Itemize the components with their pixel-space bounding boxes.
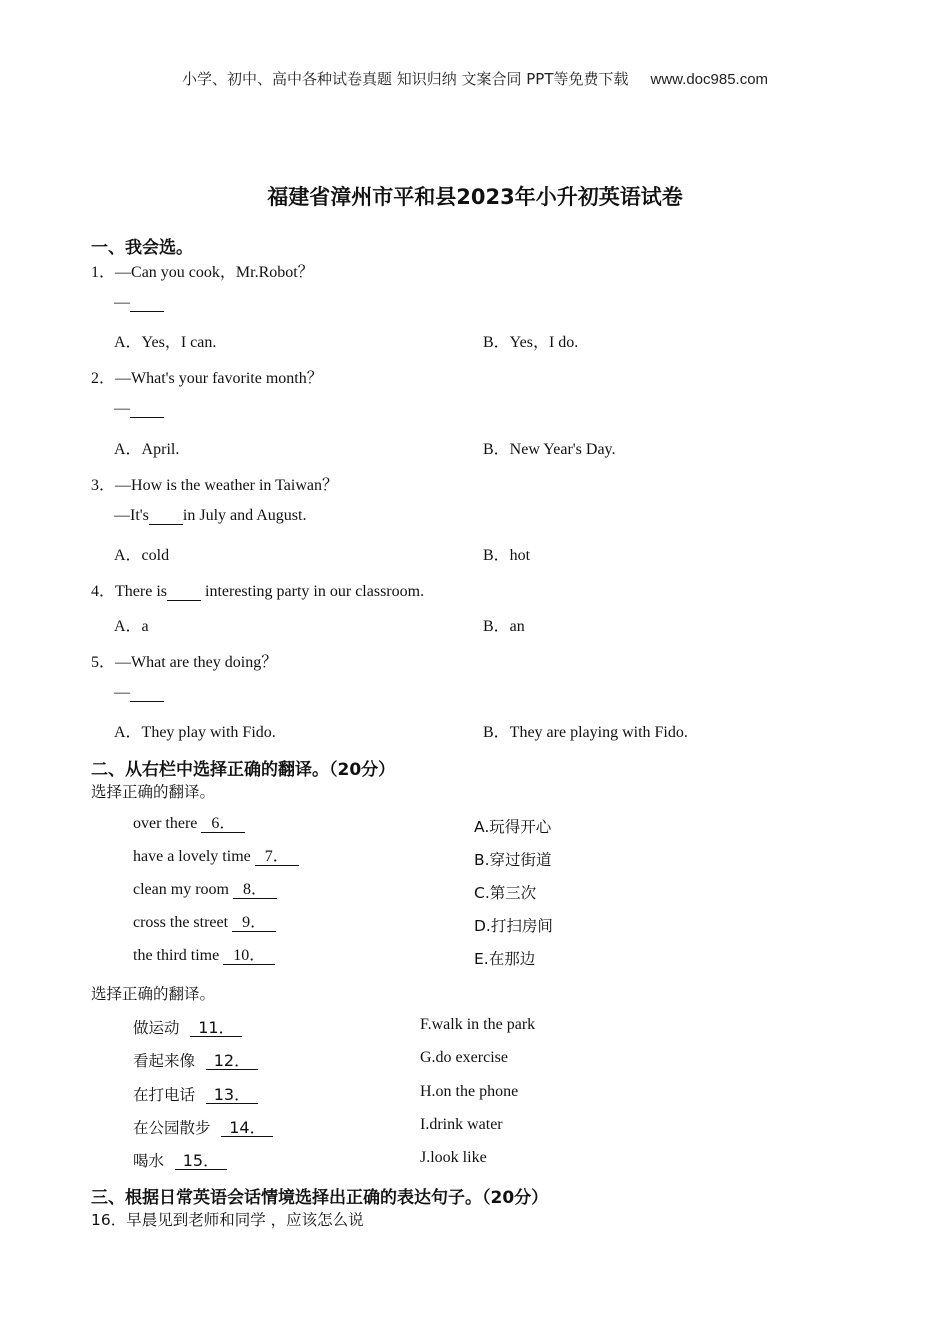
match-blank: 15．: [175, 1152, 227, 1170]
option-3b: B．hot: [483, 547, 531, 564]
match-blank: 13．: [206, 1086, 258, 1104]
question-text: —How is the weather in Taiwan？: [115, 477, 338, 494]
question-5-reply: [114, 684, 164, 702]
match-row-13: [133, 1083, 258, 1105]
answer-blank: [130, 294, 164, 312]
question-num: 1．: [91, 264, 116, 281]
answer-blank: [130, 400, 164, 418]
reply-dash: —: [114, 400, 130, 417]
match-row-9: [133, 914, 276, 932]
question-text-pre: There is: [115, 583, 167, 600]
question-text: —What are they doing？: [115, 654, 278, 671]
match-phrase: have a lovely time: [133, 848, 255, 865]
match-option-f: F.walk in the park: [420, 1016, 536, 1033]
question-text: —Can you cook，Mr.Robot？: [115, 264, 314, 281]
match-blank: 11．: [190, 1019, 242, 1037]
option-4a: A．a: [114, 618, 149, 635]
match-option-c: C.第三次: [474, 884, 537, 902]
page-header: [0, 68, 950, 89]
match-option-h: H.on the phone: [420, 1083, 519, 1100]
question-2-reply: [114, 400, 164, 418]
option-1a: A．Yes，I can.: [114, 334, 217, 351]
answer-blank: [167, 583, 201, 601]
question-text-post: interesting party in our classroom.: [201, 583, 425, 600]
section2-sub2: 选择正确的翻译。: [91, 985, 216, 1003]
question-num: 4．: [91, 583, 116, 600]
question-num: 5．: [91, 654, 116, 671]
question-3-reply: [114, 507, 306, 525]
header-text: 小学、初中、高中各种试卷真题 知识归纳 文案合同 PPT等免费下载: [181, 70, 629, 88]
match-row-14: [133, 1116, 273, 1138]
page-title: 福建省漳州市平和县2023年小升初英语试卷: [267, 185, 683, 209]
match-phrase: 在打电话: [133, 1086, 200, 1104]
match-option-d: D.打扫房间: [474, 917, 553, 935]
match-option-a: A.玩得开心: [474, 818, 552, 836]
match-row-11: [133, 1016, 242, 1038]
option-1b: B．Yes，I do.: [483, 334, 579, 351]
match-row-6: [133, 815, 245, 833]
reply-dash: —: [114, 684, 130, 701]
match-phrase: 做运动: [133, 1019, 185, 1037]
question-2: [91, 365, 323, 388]
match-option-j: J.look like: [420, 1149, 487, 1166]
match-blank: 8．: [233, 881, 277, 899]
reply-pre: —It's: [114, 507, 149, 524]
answer-blank: [130, 684, 164, 702]
question-num: 2．: [91, 370, 116, 387]
match-phrase: cross the street: [133, 914, 233, 931]
question-5: [91, 649, 277, 672]
match-blank: 9．: [232, 914, 276, 932]
match-blank: 6．: [201, 815, 245, 833]
question-16: 16．早晨见到老师和同学 ，应该怎么说: [91, 1211, 364, 1229]
match-phrase: clean my room: [133, 881, 233, 898]
question-text: —What's your favorite month？: [115, 370, 323, 387]
match-row-7: [133, 848, 299, 866]
match-blank: 14．: [221, 1119, 273, 1137]
match-option-i: I.drink water: [420, 1116, 503, 1133]
match-blank: 7．: [255, 848, 299, 866]
section2-sub1: 选择正确的翻译。: [91, 783, 216, 801]
match-phrase: 看起来像: [133, 1052, 200, 1070]
match-row-12: [133, 1049, 258, 1071]
question-4: [91, 578, 424, 601]
match-row-10: [133, 947, 275, 965]
option-2b: B．New Year's Day.: [483, 441, 616, 458]
question-1-reply: [114, 294, 164, 312]
option-3a: A．cold: [114, 547, 170, 564]
option-4b: B．an: [483, 618, 525, 635]
match-option-b: B.穿过街道: [474, 851, 552, 869]
header-site: www.doc985.com: [650, 71, 769, 88]
match-blank: 10．: [223, 947, 275, 965]
reply-post: in July and August.: [182, 507, 307, 524]
question-3: [91, 472, 338, 495]
match-blank: 12．: [206, 1052, 258, 1070]
option-2a: A．April.: [114, 441, 180, 458]
reply-dash: —: [114, 294, 130, 311]
match-row-8: [133, 881, 277, 899]
section3-heading: 三、根据日常英语会话情境选择出正确的表达句子。（20分）: [91, 1188, 549, 1208]
match-row-15: [133, 1149, 227, 1171]
match-phrase: over there: [133, 815, 202, 832]
section1-heading: 一、我会选。: [91, 238, 193, 258]
section2-heading: 二、从右栏中选择正确的翻译。（20分）: [91, 760, 396, 780]
question-num: 3．: [91, 477, 116, 494]
option-5b: B．They are playing with Fido.: [483, 724, 688, 741]
option-5a: A．They play with Fido.: [114, 724, 276, 741]
match-option-g: G.do exercise: [420, 1049, 508, 1066]
match-option-e: E.在那边: [474, 950, 536, 968]
match-phrase: 喝水: [133, 1152, 169, 1170]
match-phrase: the third time: [133, 947, 224, 964]
question-1: [91, 259, 314, 282]
answer-blank: [149, 507, 183, 525]
match-phrase: 在公园散步: [133, 1119, 216, 1137]
